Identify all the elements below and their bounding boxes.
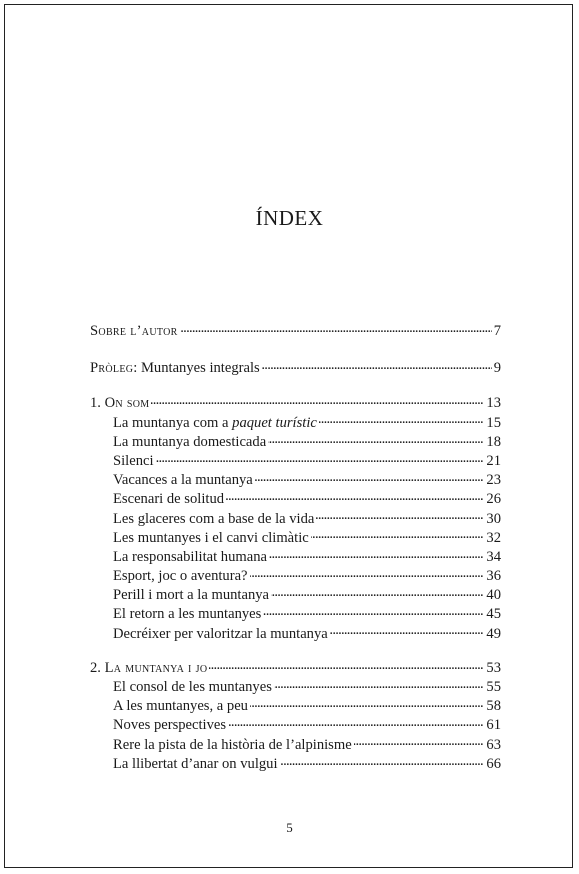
- toc-entry-label: El retorn a les muntanyes: [113, 606, 262, 623]
- leader-dots: [156, 451, 485, 465]
- toc-entry-page: 32: [486, 529, 501, 546]
- toc-entry-page: 45: [486, 606, 501, 623]
- toc-subentry[interactable]: [90, 696, 501, 715]
- toc-chapter-2[interactable]: [90, 658, 501, 677]
- chapter-number: 1.: [90, 395, 105, 412]
- leader-dots: [209, 658, 484, 672]
- toc-entry-page: 7: [493, 323, 501, 339]
- toc-subentry[interactable]: [90, 470, 501, 489]
- leader-dots: [255, 470, 485, 484]
- leader-dots: [274, 677, 485, 691]
- toc-subentry[interactable]: [90, 566, 501, 585]
- toc-subentry[interactable]: [90, 432, 501, 451]
- toc-entry-label: Escenari de solitud: [113, 491, 225, 508]
- toc-entry-page: 49: [486, 625, 501, 642]
- toc-entry-page: 15: [486, 414, 501, 431]
- toc-entry-label: Vacances a la muntanya: [113, 472, 253, 489]
- page-number: 5: [286, 820, 293, 835]
- toc-entry-sobre-autor[interactable]: [90, 321, 501, 340]
- toc-subentry[interactable]: [90, 413, 501, 432]
- leader-dots: [262, 358, 492, 372]
- leader-dots: [280, 754, 485, 768]
- toc-entry-page: 66: [486, 755, 501, 772]
- toc-subentry[interactable]: [90, 509, 501, 528]
- toc-entry-label: La llibertat d’anar on vulgui: [113, 755, 278, 772]
- toc-subentry[interactable]: [90, 715, 501, 734]
- toc-entry-page: 23: [486, 472, 501, 489]
- leader-dots: [354, 735, 485, 749]
- toc-entry-label: La muntanya com a: [113, 414, 233, 431]
- toc-entry-proleg[interactable]: [90, 358, 501, 377]
- toc-entry-label: Rere la pista de la història de l’alpinisme: [113, 736, 352, 753]
- toc-entry-page: 18: [486, 433, 501, 450]
- toc-entry-page: 40: [486, 587, 501, 604]
- toc-entry-label: : Muntanyes integrals: [133, 360, 260, 377]
- toc-entry-page: 55: [486, 679, 501, 695]
- toc-chapter-1[interactable]: [90, 393, 501, 412]
- toc-entry-label: Perill i mort a la muntanya: [113, 587, 270, 604]
- leader-dots: [250, 566, 485, 580]
- toc-subentry[interactable]: [90, 547, 501, 566]
- toc-entry-page: 9: [493, 360, 501, 377]
- toc-entry-page: 34: [486, 548, 501, 565]
- toc-entry-label: Esport, joc o aventura?: [113, 568, 248, 585]
- toc-entry-label: La muntanya domesticada: [113, 433, 267, 450]
- toc-entry-label-italic: paquet turístic: [232, 414, 317, 431]
- chapter-number: 2.: [90, 659, 105, 676]
- toc-entry-page: 58: [486, 698, 501, 715]
- toc-entry-label: Noves perspectives: [113, 717, 227, 734]
- table-of-contents: [90, 321, 501, 773]
- toc-entry-page: 53: [486, 659, 501, 676]
- leader-dots: [228, 715, 484, 729]
- toc-subentry[interactable]: [90, 754, 501, 773]
- leader-dots: [250, 696, 484, 710]
- leader-dots: [226, 489, 484, 503]
- toc-entry-page: 30: [486, 510, 501, 527]
- toc-entry-label: Decréixer per valoritzar la muntanya: [113, 625, 328, 642]
- toc-entry-label: El consol de les muntanyes: [113, 679, 272, 695]
- toc-entry-label: Silenci: [113, 452, 154, 469]
- toc-entry-page: 21: [486, 452, 501, 469]
- toc-entry-page: 61: [486, 717, 501, 734]
- toc-entry-label: Les muntanyes i el canvi climàtic: [113, 529, 309, 546]
- toc-subentry[interactable]: [90, 677, 501, 696]
- toc-entry-label: Les glaceres com a base de la vida: [113, 510, 315, 527]
- leader-dots: [271, 585, 484, 599]
- leader-dots: [151, 393, 484, 407]
- toc-entry-label: La responsabilitat humana: [113, 548, 267, 565]
- leader-dots: [330, 624, 485, 638]
- toc-subentry[interactable]: [90, 489, 501, 508]
- leader-dots: [180, 321, 492, 335]
- leader-dots: [319, 413, 485, 427]
- toc-entry-page: 26: [486, 491, 501, 508]
- toc-entry-label: La muntanya i jo: [104, 659, 208, 676]
- toc-entry-label-prefix: Pròleg: [90, 360, 134, 377]
- toc-subentry[interactable]: [90, 735, 501, 754]
- toc-entry-page: 63: [486, 736, 501, 753]
- toc-entry-page: 13: [486, 395, 501, 412]
- leader-dots: [316, 509, 484, 523]
- toc-entry-label: On som: [104, 395, 150, 412]
- page-title: ÍNDEX: [255, 206, 324, 230]
- toc-subentry[interactable]: [90, 451, 501, 470]
- toc-entry-label: A les muntanyes, a peu: [113, 698, 248, 715]
- toc-subentry[interactable]: [90, 604, 501, 623]
- toc-entry-label: Sobre l’autor: [90, 323, 178, 339]
- leader-dots: [263, 604, 484, 618]
- leader-dots: [311, 528, 485, 542]
- toc-entry-page: 36: [486, 568, 501, 585]
- toc-subentry[interactable]: [90, 528, 501, 547]
- leader-dots: [268, 432, 484, 446]
- toc-subentry[interactable]: [90, 585, 501, 604]
- toc-subentry[interactable]: [90, 624, 501, 643]
- leader-dots: [269, 547, 484, 561]
